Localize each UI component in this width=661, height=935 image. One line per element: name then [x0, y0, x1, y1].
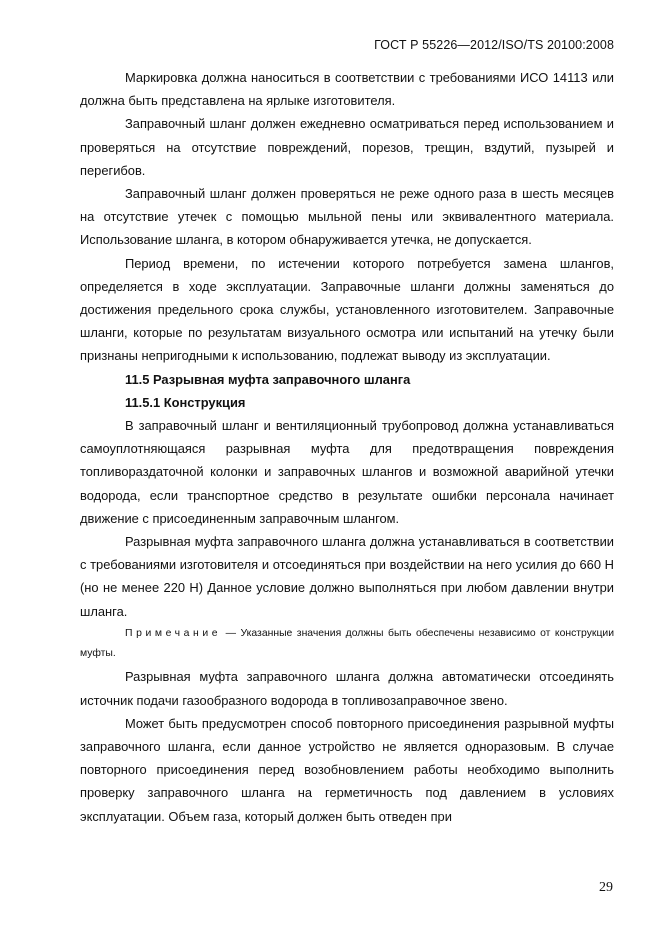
note-label: Примечание	[125, 627, 222, 639]
paragraph: Разрывная муфта заправочного шланга должна автоматически отсоединять источник подачи газообразного водорода в топливозаправочное звено.	[80, 669, 614, 708]
note-text: — Указанные значения должны быть обеспечены независимо от конструкции муфты.	[80, 627, 614, 660]
standard-code-header: ГОСТ Р 55226—2012/ISO/TS 20100:2008	[374, 38, 614, 52]
paragraph: Заправочный шланг должен ежедневно осматриваться перед использованием и проверяться на отсутствие повреждений, порезов, трещин, вздутий, пузырей и перегибов.	[80, 116, 614, 178]
paragraph: Заправочный шланг должен проверяться не реже одного раза в шесть месяцев на отсутствие утечек с помощью мыльной пены или эквивалентного материала. Использование шланга, в котором обнаруживается утечка, не допускается.	[80, 186, 614, 248]
section-heading: 11.5 Разрывная муфта заправочного шланга	[125, 371, 411, 387]
paragraph: Маркировка должна наноситься в соответствии с требованиями ИСО 14113 или должна быть представлена на ярлыке изготовителя.	[80, 70, 614, 109]
paragraph: Может быть предусмотрен способ повторного присоединения разрывной муфты заправочного шланга, если данное устройство не является одноразовым. В случае повторного присоединения перед возобновлением работы необходимо выполнить проверку заправочного шланга на герметичность под давлением в условиях эксплуатации. Объем газа, который должен быть отведен при	[80, 715, 614, 824]
subsection-heading: 11.5.1 Конструкция	[125, 394, 246, 410]
page-number: 29	[599, 880, 613, 895]
paragraph: Разрывная муфта заправочного шланга должна устанавливаться в соответствии с требованиями изготовителя и отсоединяться при воздействии на него усилия до 660 Н (но не менее 220 Н) Данное условие должно выполняться при любом давлении внутри шланга.	[80, 534, 614, 619]
document-body	[80, 66, 614, 828]
paragraph: В заправочный шланг и вентиляционный трубопровод должна устанавливаться самоуплотняющаяся разрывная муфта для предотвращения повреждения топливораздаточной колонки и заправочных шлангов и возможной аварийной утечки водорода, если транспортное средство в результате ошибки персонала начинает движение с присоединенным заправочным шлангом.	[80, 418, 614, 526]
note	[80, 624, 614, 665]
paragraph: Период времени, по истечении которого потребуется замена шлангов, определяется в ходе эксплуатации. Заправочные шланги должны заменяться до достижения предельного срока службы, установленного изготовителем. Заправочные шланги, которые по результатам визуального осмотра или испытаний на утечку были признаны непригодными к использованию, подлежат выводу из эксплуатации.	[80, 255, 614, 364]
